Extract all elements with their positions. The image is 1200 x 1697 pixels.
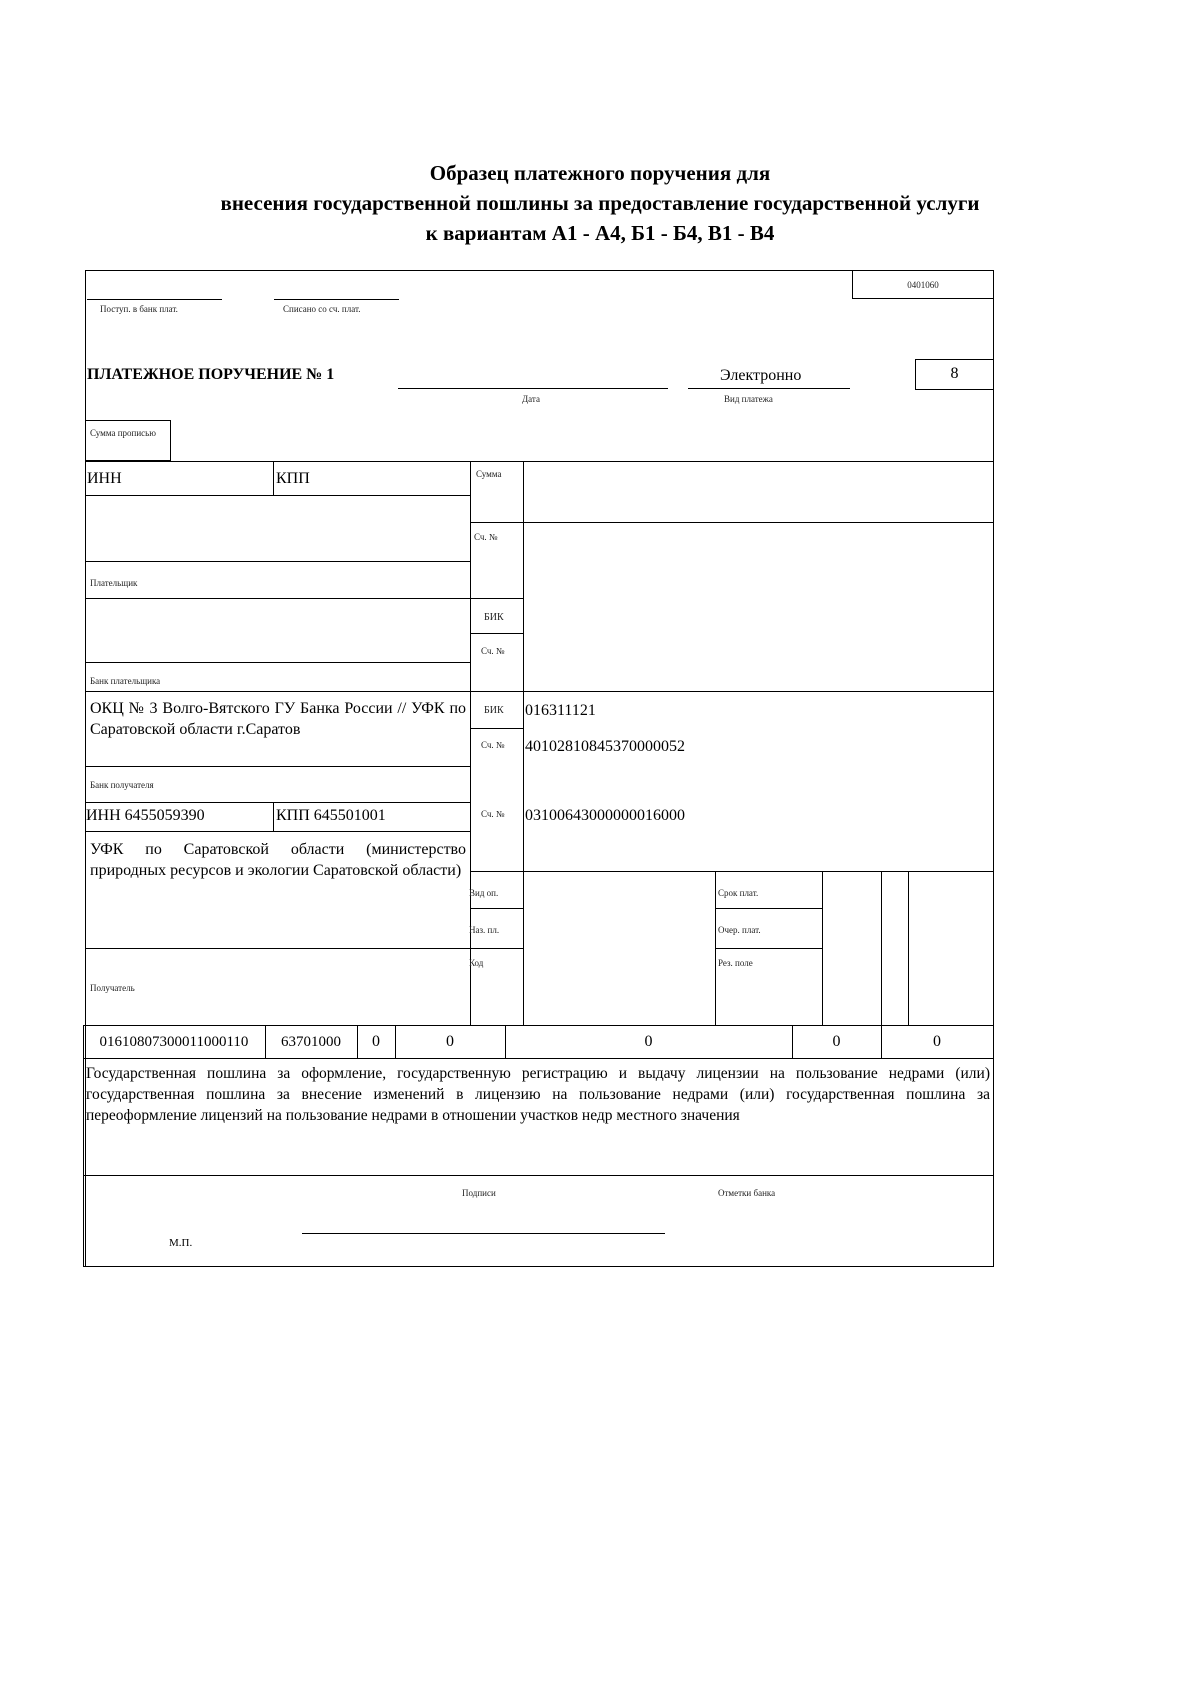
grid-col-left <box>470 461 471 1026</box>
payer-inn-kpp-divider <box>273 461 274 495</box>
date-line <box>398 388 668 389</box>
form-border-right <box>993 270 994 1267</box>
debited-line <box>274 299 399 300</box>
priority-row-bottom <box>715 948 823 949</box>
oktmo: 63701000 <box>281 1034 341 1050</box>
payer-account-label: Сч. № <box>474 532 498 542</box>
budget-left-edge <box>83 1025 84 1267</box>
payer-bank-label: Банк плательщика <box>90 676 161 686</box>
recipient-bank-name: ОКЦ № 3 Волго-Вятского ГУ Банка России // УФК по Саратовской области г.Саратов <box>90 700 466 738</box>
received-label: Поступ. в банк плат. <box>100 304 178 314</box>
code-label: Код <box>469 958 484 968</box>
recipient-bank-name-bottom <box>85 766 471 767</box>
recipient-inn-kpp-divider <box>273 802 274 832</box>
recipient-name: УФК по Саратовской области (министерство природных ресурсов и экологии Саратовской области) <box>90 841 466 879</box>
budget-row-top <box>83 1025 994 1026</box>
payment-type-value: Электронно <box>720 367 802 384</box>
sum-row-bottom <box>470 522 994 523</box>
recipient-corr-label: Сч. № <box>481 740 505 750</box>
recipient-bank-label: Банк получателя <box>90 780 154 790</box>
op-block-divider-3 <box>881 871 882 1026</box>
recipient-bik-label: БИК <box>484 705 504 716</box>
recipient-account-label: Сч. № <box>481 809 505 819</box>
payer-inn-row-bottom <box>85 495 471 496</box>
page-title-line-1: Образец платежного поручения для <box>429 161 771 185</box>
due-date-label: Срок плат. <box>718 888 759 898</box>
payer-name-bottom <box>85 561 471 562</box>
payer-bik-label: БИК <box>484 612 504 623</box>
recipient-label: Получатель <box>90 983 135 993</box>
due-date-row-bottom <box>715 908 823 909</box>
payment-type-line <box>688 388 850 389</box>
payment-kind: 0 <box>933 1033 941 1050</box>
signatures-label: Подписи <box>462 1188 496 1198</box>
op-block-divider-4 <box>908 871 909 1026</box>
purpose-code-row-bottom <box>470 948 524 949</box>
purpose-code-label: Наз. пл. <box>469 925 500 935</box>
kbk: 01610807300011000110 <box>99 1034 249 1050</box>
purpose-bottom <box>83 1175 994 1176</box>
form-code: 0401060 <box>907 280 939 290</box>
recipient-bik: 016311121 <box>525 702 596 719</box>
recipient-name-bottom <box>85 948 471 949</box>
amount-words-box <box>85 420 171 461</box>
payer-bank-account-label: Сч. № <box>481 646 505 656</box>
priority-label: Очер. плат. <box>718 925 761 935</box>
basis: 0 <box>372 1033 380 1050</box>
payment-purpose: Государственная пошлина за оформление, государственную регистрацию и выдачу лицензии на пользование недрами (или) государственная пошлина за внесение изменений в лицензию на пользование недрами (или) государственная пошлина за переоформление лицензий на пользование недрами в отношении участков недр местного значения <box>86 1065 990 1124</box>
payer-bank-row-bottom <box>85 691 994 692</box>
date-label: Дата <box>522 394 540 404</box>
period: 0 <box>446 1033 454 1050</box>
status-code: 8 <box>950 365 959 382</box>
signature-line <box>302 1233 665 1234</box>
stamp-label: М.П. <box>169 1237 193 1249</box>
recipient-bik-bottom <box>470 728 524 729</box>
sum-label: Сумма <box>476 469 502 479</box>
received-line <box>87 299 222 300</box>
recipient-account: 03100643000000016000 <box>525 807 685 824</box>
doc-number: 0 <box>644 1033 653 1050</box>
payer-kpp-label: КПП <box>276 470 310 487</box>
doc-title: ПЛАТЕЖНОЕ ПОРУЧЕНИЕ № 1 <box>87 366 335 383</box>
reserved-label: Рез. поле <box>718 958 753 968</box>
recipient-kpp: КПП 645501001 <box>276 807 386 824</box>
grid-line-payer-top <box>85 461 994 462</box>
payer-inn-label: ИНН <box>87 470 122 487</box>
grid-col-mid <box>523 461 524 1026</box>
doc-date: 0 <box>832 1033 841 1050</box>
recipient-bank-row-bottom <box>85 802 471 803</box>
op-block-top <box>470 871 994 872</box>
payer-bik-bottom <box>470 633 524 634</box>
payer-label: Плательщик <box>90 578 138 588</box>
page-title-line-3: к вариантам А1 - А4, Б1 - Б4, В1 - В4 <box>425 221 775 245</box>
recipient-inn-row-bottom <box>85 831 471 832</box>
op-type-row-bottom <box>470 908 524 909</box>
page-title-line-2: внесения государственной пошлины за предоставление государственной услуги <box>220 191 980 215</box>
recipient-corr-account: 40102810845370000052 <box>525 738 685 755</box>
debited-label: Списано со сч. плат. <box>283 304 361 314</box>
payer-row-bottom <box>85 598 471 599</box>
recipient-inn: ИНН 6455059390 <box>86 807 205 824</box>
amount-words-label: Сумма прописью <box>90 428 157 438</box>
op-type-label: Вид оп. <box>469 888 499 898</box>
budget-row-bottom <box>83 1058 994 1059</box>
payer-bank-name-bottom <box>85 662 471 663</box>
payer-bik-top <box>470 598 524 599</box>
form-border-bottom <box>83 1266 994 1267</box>
payment-type-label: Вид платежа <box>724 394 773 404</box>
bank-marks-label: Отметки банка <box>718 1188 776 1198</box>
